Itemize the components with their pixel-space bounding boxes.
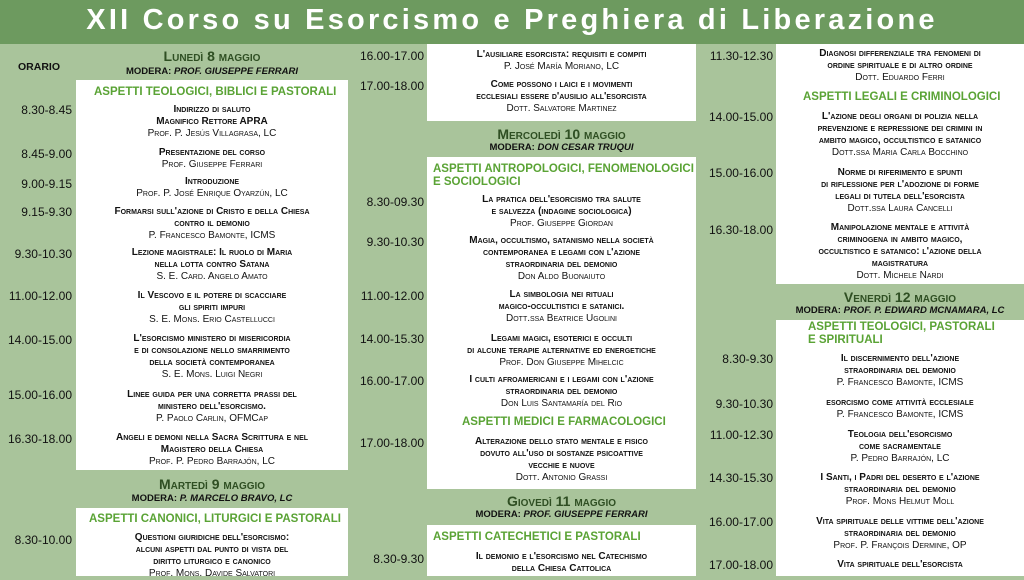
- program-item: Il demonio e l'esorcismo nel Catechismo della Chiesa Cattolica: [475, 551, 648, 574]
- section-heading: ASPETTI CANONICI, LITURGICI E PASTORALI: [89, 513, 341, 525]
- program-item: Come possono i laici e i movimenti ecclesiali essere d'ausilio all'esorcista Dott. Salvatore Martinez: [476, 79, 647, 114]
- program-item: L'esorcismo ministero di misericordia e di consolazione nello smarrimento della società contemporanea S. E. Mons. Luigi Negri: [133, 333, 291, 380]
- moderator-friday: MODERA: PROF. P. EDWARD MCNAMARA, LC: [795, 305, 1005, 316]
- day-heading-friday: Venerdì 12 maggio: [843, 289, 957, 305]
- section-heading: ASPETTI MEDICI E FARMACOLOGICI: [462, 416, 666, 428]
- program-item: L'azione degli organi di polizia nella prevenzione e repressione dei crimini in ambito magico, occultistico e satanico Dott.ssa Maria Carla Bocchino: [817, 111, 983, 158]
- day-heading-monday: Lunedì 8 maggio: [163, 48, 261, 64]
- program-item: La pratica dell'esorcismo tra salute e salvezza (indagine sociologica) Prof. Giuseppe Giordan: [482, 194, 641, 229]
- time-slot: 16.30-18.00: [7, 432, 72, 446]
- time-slot: 8.30-9.30: [722, 352, 773, 366]
- orario-label: ORARIO: [18, 61, 60, 73]
- program-item: Introduzione Prof. P. José Enrique Oyarzún, LC: [136, 176, 288, 199]
- section-heading: ASPETTI LEGALI E CRIMINOLOGICI: [803, 91, 1001, 103]
- program-item: Norme di riferimento e spunti di riflessione per l'adozione di forme legali di tutela dell'esorcista Dott.ssa Laura Cancelli: [821, 167, 979, 214]
- title-banner: [0, 0, 1024, 44]
- time-slot: 17.00-18.00: [359, 436, 424, 450]
- time-slot: 16.00-17.00: [359, 49, 424, 63]
- program-item: Indirizzo di saluto Magnifico Rettore APRA Prof. P. Jesús Villagrasa, LC: [147, 104, 277, 139]
- time-slot: 11.00-12.30: [709, 428, 773, 442]
- program-item: Presentazione del corso Prof. Giuseppe Ferrari: [158, 147, 266, 170]
- day-heading-thursday: Giovedì 11 maggio: [506, 493, 617, 509]
- time-slot: 15.00-16.00: [7, 388, 72, 402]
- time-slot: 11.00-12.00: [360, 289, 424, 303]
- moderator-wednesday: MODERA: DON CESAR TRUQUI: [489, 142, 634, 153]
- program-item: Vita spirituale delle vittime dell'azione straordinaria del demonio Prof. P. François Dermine, OP: [816, 516, 984, 551]
- time-slot: 16.00-17.00: [359, 374, 424, 388]
- program-item: Linee guida per una corretta prassi del ministero dell'esorcismo. P. Paolo Carlin, OFMCap: [127, 389, 297, 424]
- program-item: Angeli e demoni nella Sacra Scrittura e nel Magistero della Chiesa Prof. P. Pedro Barrajón, LC: [115, 432, 309, 467]
- section-heading: E SPIRITUALI: [808, 334, 883, 346]
- section-heading: ASPETTI TEOLOGICI, PASTORALI: [808, 321, 995, 333]
- program-item: Il discernimento dell'azione straordinaria del demonio P. Francesco Bamonte, ICMS: [836, 353, 964, 388]
- program-item: Diagnosi differenziale tra fenomeni di ordine spirituale e di altro ordine Dott. Eduardo Ferri: [819, 48, 981, 83]
- time-slot: 16.30-18.00: [708, 223, 773, 237]
- time-slot: 9.30-10.30: [14, 247, 72, 261]
- time-slot: 15.00-16.00: [708, 166, 773, 180]
- program-item: Teologia dell'esorcismo come sacramentale P. Pedro Barrajón, LC: [847, 429, 953, 464]
- section-heading: ASPETTI ANTROPOLOGICI, FENOMENOLOGICI: [433, 163, 694, 175]
- time-slot: 16.00-17.00: [708, 515, 773, 529]
- time-slot: 17.00-18.00: [359, 79, 424, 93]
- program-item: Alterazione dello stato mentale e fisico dovuto all'uso di sostanze psicoattive vecchie e nuove Dott. Antonio Grassi: [475, 436, 648, 483]
- program-item: esorcismo come attività ecclesiale P. Francesco Bamonte, ICMS: [826, 397, 974, 420]
- time-slot: 9.00-9.15: [21, 177, 72, 191]
- program-item: I culti afroamericani e i legami con l'azione straordinaria del demonio Don Luis Santamaría del Rio: [469, 374, 654, 409]
- program-item: La simbologia nei rituali magico-occultistici e satanici. Dott.ssa Beatrice Ugolini: [498, 289, 625, 324]
- program-item: I Santi, i Padri del deserto e l'azione straordinaria del demonio Prof. Mons Helmut Moll: [820, 472, 980, 507]
- time-slot: 9.15-9.30: [21, 205, 72, 219]
- program-item: Il Vescovo e il potere di scacciare gli spiriti impuri S. E. Mons. Erio Castellucci: [137, 290, 287, 325]
- time-slot: 11.00-12.00: [8, 289, 72, 303]
- time-slot: 14.00-15.30: [359, 332, 424, 346]
- program-item: Formarsi sull'azione di Cristo e della Chiesa contro il demonio P. Francesco Bamonte, ICMS: [114, 206, 310, 241]
- moderator-monday: MODERA: PROF. GIUSEPPE FERRARI: [125, 66, 299, 77]
- moderator-tuesday: MODERA: P. MARCELO BRAVO, LC: [131, 493, 293, 504]
- time-slot: 8.30-9.30: [373, 552, 424, 566]
- time-slot: 9.30-10.30: [366, 235, 424, 249]
- section-heading: ASPETTI CATECHETICI E PASTORALI: [433, 531, 641, 543]
- program-item: Manipolazione mentale e attività criminogena in ambito magico, occultistico e satanico: l'azione della magistratura Dott. Michele Nardi: [818, 222, 982, 281]
- day-heading-wednesday: Mercoledì 10 maggio: [497, 126, 626, 142]
- section-heading: ASPETTI TEOLOGICI, BIBLICI E PASTORALI: [94, 86, 337, 98]
- section-heading: E SOCIOLOGICI: [433, 176, 521, 188]
- program-item: Vita spirituale dell'esorcista: [837, 559, 963, 570]
- time-slot: 8.30-10.00: [14, 533, 72, 547]
- program-item: Questioni giuridiche dell'esorcismo: alcuni aspetti dal punto di vista del diritto liturgico e canonico Prof. Mons. Davide Salvatori: [134, 532, 290, 579]
- page-title: XII Corso su Esorcismo e Preghiera di Liberazione: [86, 4, 938, 36]
- moderator-thursday: MODERA: PROF. GIUSEPPE FERRARI: [475, 509, 648, 520]
- time-slot: 11.30-12.30: [709, 49, 773, 63]
- program-item: Magia, occultismo, satanismo nella società contemporanea e legami con l'azione straordinaria del demonio Don Aldo Buonaiuto: [469, 235, 654, 282]
- time-slot: 8.30-8.45: [21, 103, 72, 117]
- program-item: Lezione magistrale: Il ruolo di Maria nella lotta contro Satana S. E. Card. Angelo Amato: [131, 247, 293, 282]
- time-slot: 8.45-9.00: [21, 147, 72, 161]
- day-heading-tuesday: Martedì 9 maggio: [158, 476, 266, 492]
- time-slot: 8.30-09.30: [366, 195, 424, 209]
- program-item: L'ausiliare esorcista: requisiti e compiti P. José María Moriano, LC: [476, 49, 647, 72]
- time-slot: 17.00-18.00: [708, 558, 773, 572]
- time-slot: 14.30-15.30: [708, 471, 773, 485]
- time-slot: 14.00-15.00: [708, 110, 773, 124]
- time-slot: 9.30-10.30: [715, 397, 773, 411]
- time-slot: 14.00-15.00: [7, 333, 72, 347]
- program-item: Legami magici, esoterici e occulti di alcune terapie alternative ed energetiche Prof. Don Giuseppe Mihelcic: [467, 333, 656, 368]
